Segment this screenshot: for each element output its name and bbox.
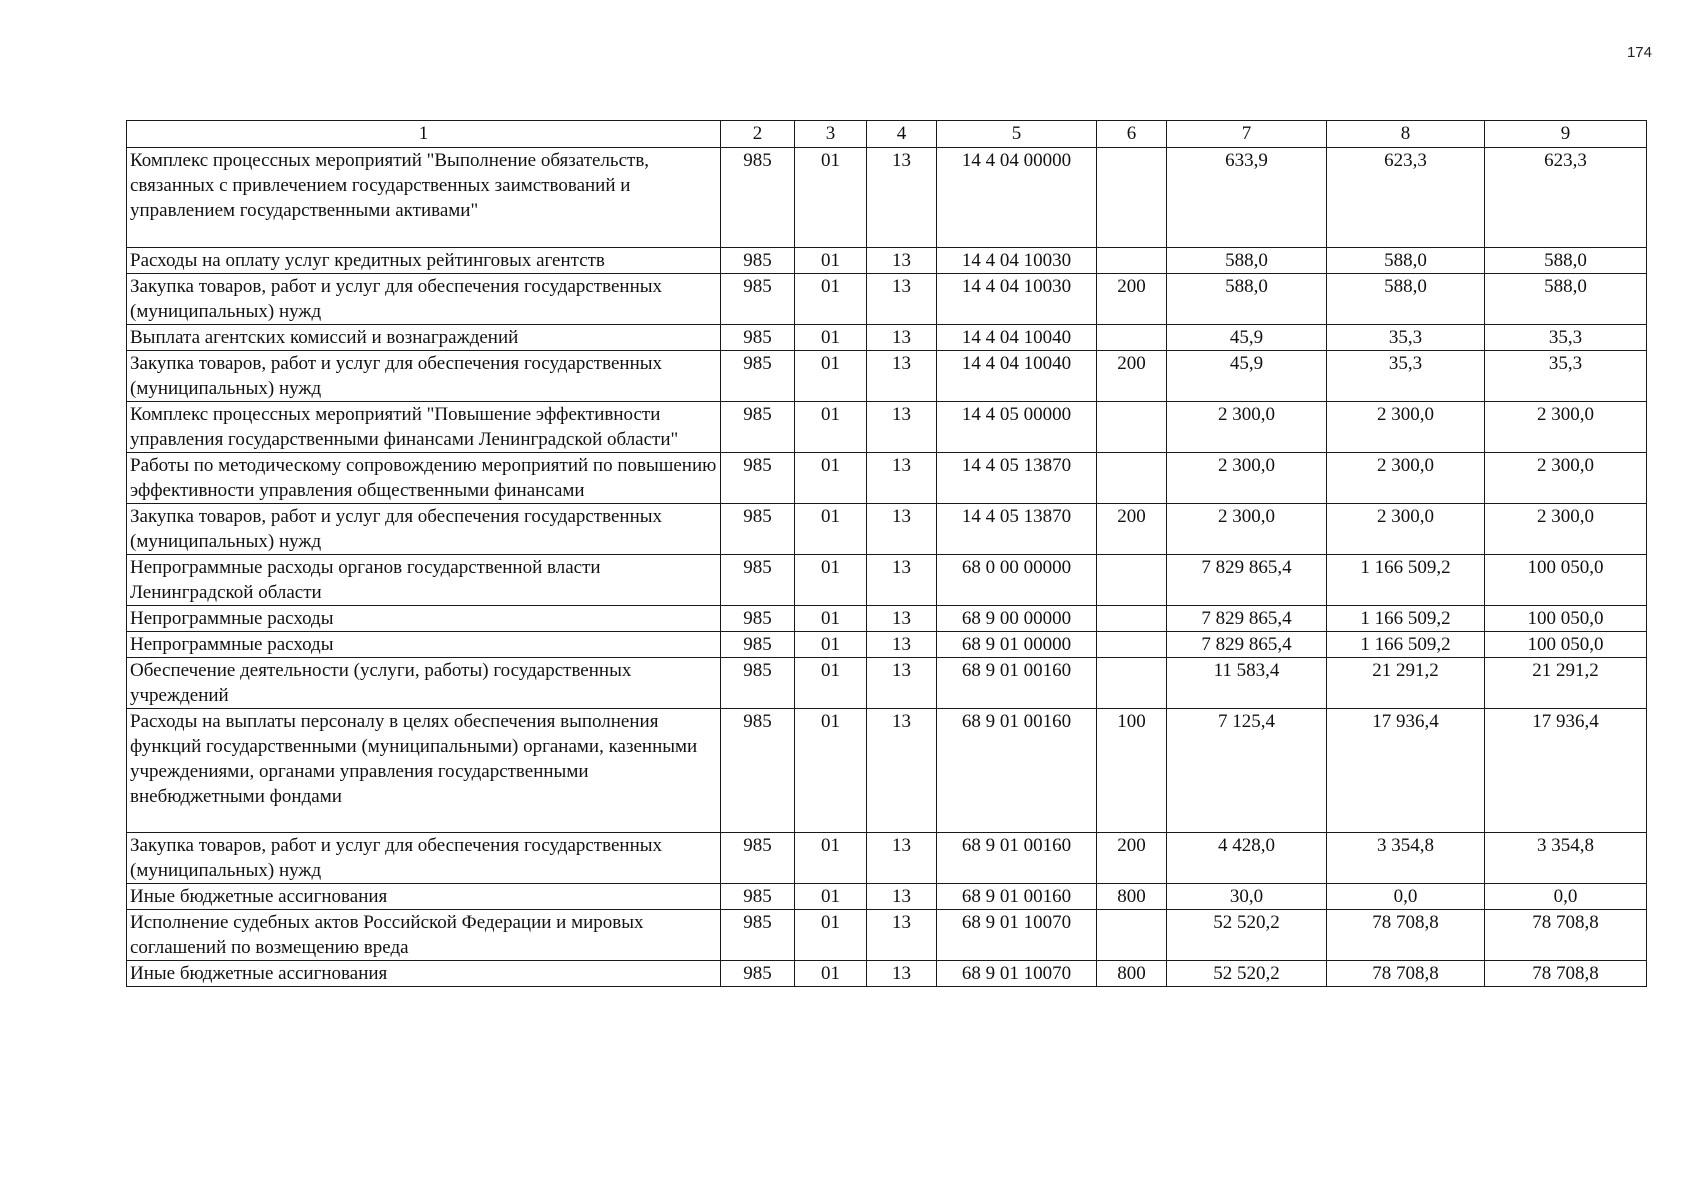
target-article-code: 68 9 01 10070 xyxy=(937,910,1097,961)
expense-type-code xyxy=(1097,248,1167,274)
section-code: 01 xyxy=(795,606,867,632)
amount-col-8: 588,0 xyxy=(1327,274,1485,325)
target-article-code: 68 0 00 00000 xyxy=(937,555,1097,606)
expense-type-code xyxy=(1097,606,1167,632)
amount-col-9: 78 708,8 xyxy=(1485,910,1647,961)
amount-col-7: 30,0 xyxy=(1167,884,1327,910)
section-code: 01 xyxy=(795,833,867,884)
expense-type-code: 800 xyxy=(1097,884,1167,910)
amount-col-9: 2 300,0 xyxy=(1485,402,1647,453)
amount-col-8: 21 291,2 xyxy=(1327,658,1485,709)
section-code: 01 xyxy=(795,453,867,504)
target-article-code: 14 4 04 00000 xyxy=(937,148,1097,248)
section-code: 01 xyxy=(795,402,867,453)
amount-col-7: 588,0 xyxy=(1167,248,1327,274)
subsection-code: 13 xyxy=(867,148,937,248)
ministry-code: 985 xyxy=(721,606,795,632)
amount-col-7: 4 428,0 xyxy=(1167,833,1327,884)
table-row xyxy=(127,606,1647,632)
section-code: 01 xyxy=(795,325,867,351)
expense-name: Закупка товаров, работ и услуг для обеспечения государственных (муниципальных) нужд xyxy=(127,833,721,884)
expense-name: Непрограммные расходы xyxy=(127,632,721,658)
amount-col-8: 588,0 xyxy=(1327,248,1485,274)
amount-col-9: 3 354,8 xyxy=(1485,833,1647,884)
target-article-code: 68 9 00 00000 xyxy=(937,606,1097,632)
amount-col-8: 1 166 509,2 xyxy=(1327,632,1485,658)
expense-name: Выплата агентских комиссий и вознаграждений xyxy=(127,325,721,351)
column-header: 1 xyxy=(127,121,721,148)
subsection-code: 13 xyxy=(867,961,937,987)
ministry-code: 985 xyxy=(721,833,795,884)
amount-col-7: 52 520,2 xyxy=(1167,910,1327,961)
target-article-code: 14 4 04 10040 xyxy=(937,351,1097,402)
expense-name: Расходы на оплату услуг кредитных рейтинговых агентств xyxy=(127,248,721,274)
target-article-code: 68 9 01 10070 xyxy=(937,961,1097,987)
table-row xyxy=(127,148,1647,248)
target-article-code: 68 9 01 00160 xyxy=(937,709,1097,833)
amount-col-7: 7 829 865,4 xyxy=(1167,606,1327,632)
expense-type-code: 200 xyxy=(1097,833,1167,884)
amount-col-7: 7 125,4 xyxy=(1167,709,1327,833)
amount-col-7: 45,9 xyxy=(1167,351,1327,402)
target-article-code: 14 4 05 00000 xyxy=(937,402,1097,453)
expense-type-code: 200 xyxy=(1097,351,1167,402)
amount-col-7: 52 520,2 xyxy=(1167,961,1327,987)
subsection-code: 13 xyxy=(867,325,937,351)
amount-col-9: 17 936,4 xyxy=(1485,709,1647,833)
expense-name: Непрограммные расходы органов государственной власти Ленинградской области xyxy=(127,555,721,606)
amount-col-9: 623,3 xyxy=(1485,148,1647,248)
section-code: 01 xyxy=(795,555,867,606)
amount-col-7: 633,9 xyxy=(1167,148,1327,248)
expense-type-code xyxy=(1097,910,1167,961)
amount-col-9: 588,0 xyxy=(1485,248,1647,274)
amount-col-7: 2 300,0 xyxy=(1167,504,1327,555)
target-article-code: 14 4 04 10030 xyxy=(937,274,1097,325)
amount-col-8: 78 708,8 xyxy=(1327,910,1485,961)
section-code: 01 xyxy=(795,658,867,709)
amount-col-9: 35,3 xyxy=(1485,325,1647,351)
amount-col-8: 1 166 509,2 xyxy=(1327,606,1485,632)
amount-col-9: 78 708,8 xyxy=(1485,961,1647,987)
expense-type-code xyxy=(1097,402,1167,453)
target-article-code: 14 4 05 13870 xyxy=(937,453,1097,504)
amount-col-9: 588,0 xyxy=(1485,274,1647,325)
subsection-code: 13 xyxy=(867,833,937,884)
table-row xyxy=(127,351,1647,402)
target-article-code: 68 9 01 00160 xyxy=(937,833,1097,884)
table-row xyxy=(127,248,1647,274)
section-code: 01 xyxy=(795,961,867,987)
column-header: 4 xyxy=(867,121,937,148)
expense-name: Закупка товаров, работ и услуг для обеспечения государственных (муниципальных) нужд xyxy=(127,504,721,555)
ministry-code: 985 xyxy=(721,632,795,658)
table-row xyxy=(127,961,1647,987)
amount-col-7: 7 829 865,4 xyxy=(1167,632,1327,658)
table-row xyxy=(127,274,1647,325)
expense-type-code xyxy=(1097,555,1167,606)
subsection-code: 13 xyxy=(867,632,937,658)
budget-table-container xyxy=(126,120,1646,987)
expense-name: Закупка товаров, работ и услуг для обеспечения государственных (муниципальных) нужд xyxy=(127,351,721,402)
amount-col-7: 45,9 xyxy=(1167,325,1327,351)
column-header: 8 xyxy=(1327,121,1485,148)
section-code: 01 xyxy=(795,709,867,833)
amount-col-8: 1 166 509,2 xyxy=(1327,555,1485,606)
section-code: 01 xyxy=(795,504,867,555)
expense-type-code xyxy=(1097,453,1167,504)
expense-type-code xyxy=(1097,658,1167,709)
ministry-code: 985 xyxy=(721,248,795,274)
expense-name: Работы по методическому сопровождению мероприятий по повышению эффективности управления общественными финансами xyxy=(127,453,721,504)
subsection-code: 13 xyxy=(867,884,937,910)
table-row xyxy=(127,709,1647,833)
ministry-code: 985 xyxy=(721,351,795,402)
column-header: 3 xyxy=(795,121,867,148)
table-row xyxy=(127,555,1647,606)
table-row xyxy=(127,504,1647,555)
amount-col-9: 35,3 xyxy=(1485,351,1647,402)
ministry-code: 985 xyxy=(721,148,795,248)
table-row xyxy=(127,453,1647,504)
expense-name: Комплекс процессных мероприятий "Выполнение обязательств, связанных с привлечением государственных заимствований и управлением государственными активами" xyxy=(127,148,721,248)
ministry-code: 985 xyxy=(721,910,795,961)
amount-col-9: 2 300,0 xyxy=(1485,504,1647,555)
expense-name: Иные бюджетные ассигнования xyxy=(127,884,721,910)
column-header: 6 xyxy=(1097,121,1167,148)
column-header: 9 xyxy=(1485,121,1647,148)
table-row xyxy=(127,402,1647,453)
amount-col-8: 2 300,0 xyxy=(1327,504,1485,555)
ministry-code: 985 xyxy=(721,274,795,325)
expense-type-code: 200 xyxy=(1097,504,1167,555)
table-row xyxy=(127,632,1647,658)
ministry-code: 985 xyxy=(721,961,795,987)
amount-col-8: 0,0 xyxy=(1327,884,1485,910)
amount-col-8: 3 354,8 xyxy=(1327,833,1485,884)
amount-col-8: 35,3 xyxy=(1327,351,1485,402)
amount-col-7: 2 300,0 xyxy=(1167,402,1327,453)
ministry-code: 985 xyxy=(721,709,795,833)
subsection-code: 13 xyxy=(867,555,937,606)
section-code: 01 xyxy=(795,910,867,961)
table-row xyxy=(127,884,1647,910)
table-row xyxy=(127,658,1647,709)
amount-col-9: 100 050,0 xyxy=(1485,632,1647,658)
subsection-code: 13 xyxy=(867,709,937,833)
section-code: 01 xyxy=(795,632,867,658)
subsection-code: 13 xyxy=(867,910,937,961)
expense-name: Закупка товаров, работ и услуг для обеспечения государственных (муниципальных) нужд xyxy=(127,274,721,325)
section-code: 01 xyxy=(795,351,867,402)
column-header: 2 xyxy=(721,121,795,148)
target-article-code: 14 4 05 13870 xyxy=(937,504,1097,555)
expense-type-code: 800 xyxy=(1097,961,1167,987)
amount-col-8: 2 300,0 xyxy=(1327,453,1485,504)
ministry-code: 985 xyxy=(721,453,795,504)
amount-col-8: 2 300,0 xyxy=(1327,402,1485,453)
subsection-code: 13 xyxy=(867,658,937,709)
column-header: 5 xyxy=(937,121,1097,148)
target-article-code: 14 4 04 10030 xyxy=(937,248,1097,274)
ministry-code: 985 xyxy=(721,325,795,351)
expense-type-code xyxy=(1097,325,1167,351)
table-header-row xyxy=(127,121,1647,148)
target-article-code: 14 4 04 10040 xyxy=(937,325,1097,351)
ministry-code: 985 xyxy=(721,402,795,453)
amount-col-8: 35,3 xyxy=(1327,325,1485,351)
expense-type-code: 100 xyxy=(1097,709,1167,833)
ministry-code: 985 xyxy=(721,504,795,555)
section-code: 01 xyxy=(795,248,867,274)
subsection-code: 13 xyxy=(867,606,937,632)
ministry-code: 985 xyxy=(721,884,795,910)
page-number: 174 xyxy=(1626,44,1652,61)
section-code: 01 xyxy=(795,274,867,325)
expense-name: Исполнение судебных актов Российской Федерации и мировых соглашений по возмещению вреда xyxy=(127,910,721,961)
amount-col-8: 78 708,8 xyxy=(1327,961,1485,987)
subsection-code: 13 xyxy=(867,504,937,555)
section-code: 01 xyxy=(795,884,867,910)
amount-col-9: 100 050,0 xyxy=(1485,606,1647,632)
subsection-code: 13 xyxy=(867,402,937,453)
expense-type-code xyxy=(1097,148,1167,248)
amount-col-9: 100 050,0 xyxy=(1485,555,1647,606)
budget-table xyxy=(126,120,1647,987)
amount-col-9: 21 291,2 xyxy=(1485,658,1647,709)
expense-name: Непрограммные расходы xyxy=(127,606,721,632)
amount-col-8: 623,3 xyxy=(1327,148,1485,248)
column-header: 7 xyxy=(1167,121,1327,148)
target-article-code: 68 9 01 00000 xyxy=(937,632,1097,658)
expense-name: Обеспечение деятельности (услуги, работы) государственных учреждений xyxy=(127,658,721,709)
table-row xyxy=(127,910,1647,961)
expense-name: Комплекс процессных мероприятий "Повышение эффективности управления государственными финансами Ленинградской области" xyxy=(127,402,721,453)
section-code: 01 xyxy=(795,148,867,248)
expense-name: Иные бюджетные ассигнования xyxy=(127,961,721,987)
subsection-code: 13 xyxy=(867,351,937,402)
amount-col-9: 0,0 xyxy=(1485,884,1647,910)
subsection-code: 13 xyxy=(867,274,937,325)
ministry-code: 985 xyxy=(721,555,795,606)
ministry-code: 985 xyxy=(721,658,795,709)
amount-col-9: 2 300,0 xyxy=(1485,453,1647,504)
expense-type-code: 200 xyxy=(1097,274,1167,325)
amount-col-7: 2 300,0 xyxy=(1167,453,1327,504)
amount-col-7: 11 583,4 xyxy=(1167,658,1327,709)
amount-col-7: 7 829 865,4 xyxy=(1167,555,1327,606)
amount-col-8: 17 936,4 xyxy=(1327,709,1485,833)
target-article-code: 68 9 01 00160 xyxy=(937,658,1097,709)
amount-col-7: 588,0 xyxy=(1167,274,1327,325)
table-row xyxy=(127,833,1647,884)
expense-type-code xyxy=(1097,632,1167,658)
table-row xyxy=(127,325,1647,351)
subsection-code: 13 xyxy=(867,453,937,504)
expense-name: Расходы на выплаты персоналу в целях обеспечения выполнения функций государственными (муниципальными) органами, казенными учреждениями, органами управления государственными внебюджетными фондами xyxy=(127,709,721,833)
target-article-code: 68 9 01 00160 xyxy=(937,884,1097,910)
subsection-code: 13 xyxy=(867,248,937,274)
